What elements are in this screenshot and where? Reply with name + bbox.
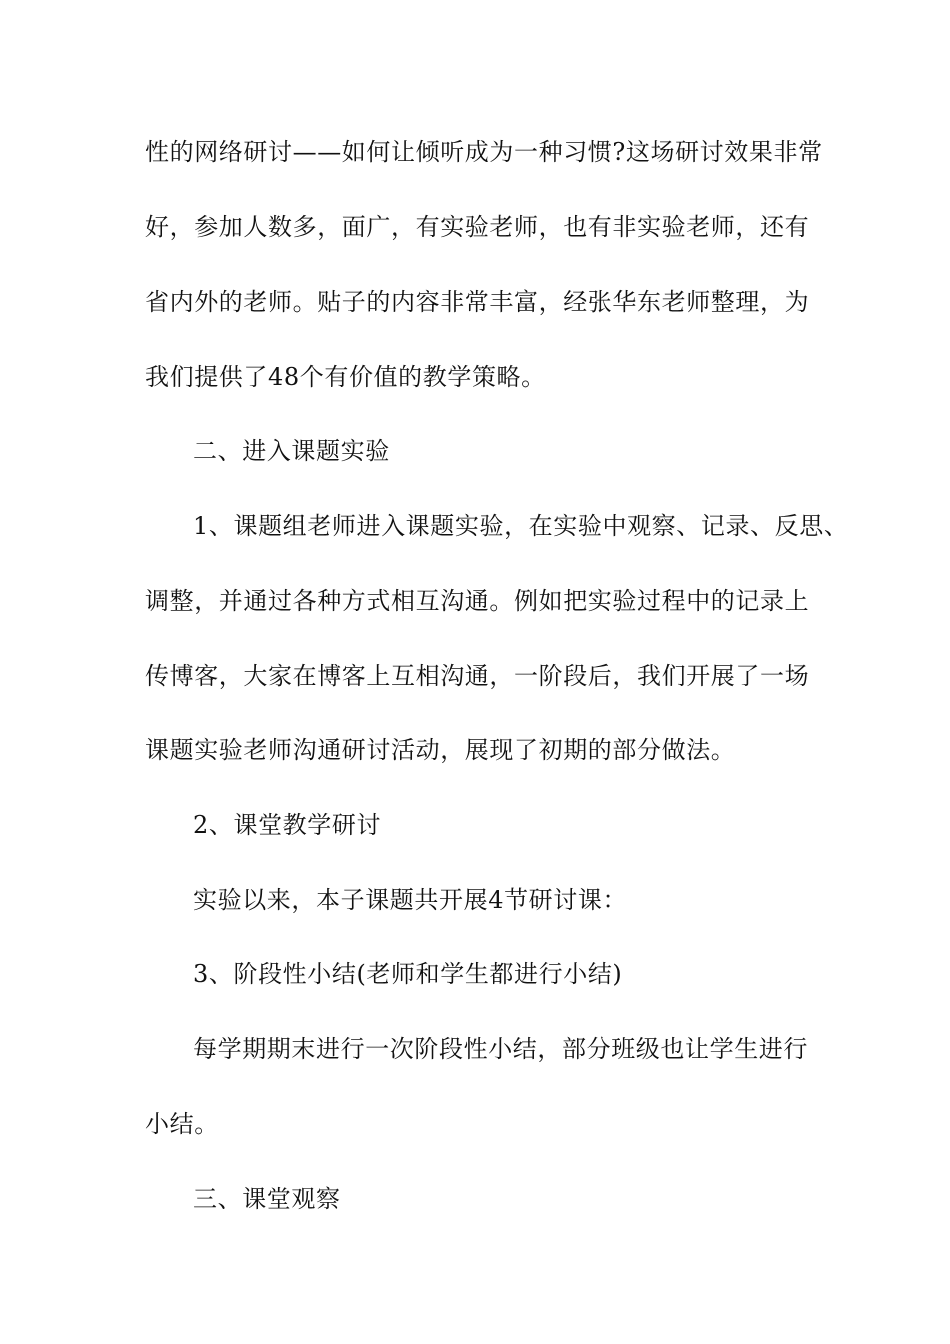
paragraph-line: 每学期期末进行一次阶段性小结，部分班级也让学生进行 bbox=[193, 1035, 808, 1063]
paragraph-line: 小结。 bbox=[145, 1110, 219, 1138]
paragraph-line: 性的网络研讨——如何让倾听成为一种习惯?这场研讨效果非常 bbox=[145, 138, 823, 166]
paragraph-line: 1、课题组老师进入课题实验，在实验中观察、记录、反思、 bbox=[193, 512, 849, 540]
paragraph-line: 我们提供了48个有价值的教学策略。 bbox=[145, 363, 546, 391]
paragraph-line: 好，参加人数多，面广，有实验老师，也有非实验老师，还有 bbox=[145, 213, 810, 241]
section-heading: 二、进入课题实验 bbox=[193, 437, 390, 465]
section-heading: 三、课堂观察 bbox=[193, 1185, 341, 1213]
subsection-heading: 2、课堂教学研讨 bbox=[193, 811, 382, 839]
paragraph-line: 传博客，大家在博客上互相沟通，一阶段后，我们开展了一场 bbox=[145, 662, 810, 690]
subsection-heading: 3、阶段性小结(老师和学生都进行小结) bbox=[193, 960, 623, 988]
paragraph-line: 实验以来，本子课题共开展4节研讨课： bbox=[193, 886, 628, 914]
paragraph-line: 调整，并通过各种方式相互沟通。例如把实验过程中的记录上 bbox=[145, 587, 810, 615]
paragraph-line: 课题实验老师沟通研讨活动，展现了初期的部分做法。 bbox=[145, 736, 736, 764]
paragraph-line: 省内外的老师。贴子的内容非常丰富，经张华东老师整理，为 bbox=[145, 288, 810, 316]
